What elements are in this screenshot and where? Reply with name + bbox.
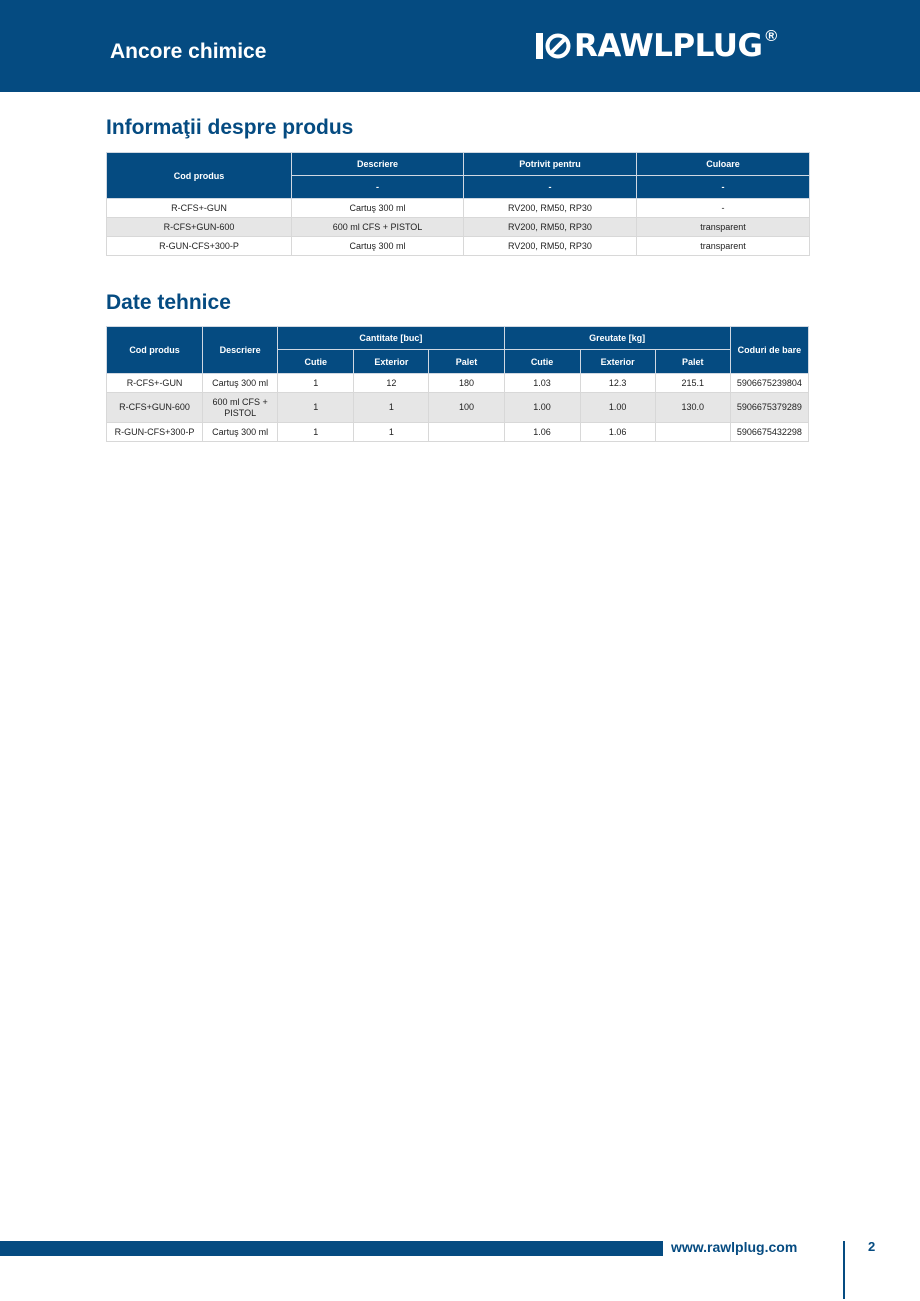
header-title: Ancore chimice (110, 40, 267, 63)
cell-q-palet: 100 (429, 393, 504, 423)
cell-w-exterior: 1.06 (580, 423, 655, 442)
cell-w-cutie: 1.00 (504, 393, 580, 423)
cell-cod: R-CFS+GUN-600 (107, 218, 292, 237)
cell-q-exterior: 12 (354, 374, 429, 393)
page-number: 2 (868, 1239, 876, 1254)
table-row (107, 374, 809, 393)
cell-cod: R-GUN-CFS+300-P (107, 237, 292, 256)
subheader-cantitate-palet: Palet (429, 350, 504, 374)
table-row (107, 218, 810, 237)
product-info-title: Informaţii despre produs (106, 116, 354, 139)
cell-potrivit: RV200, RM50, RP30 (464, 237, 637, 256)
cell-w-exterior: 1.00 (580, 393, 655, 423)
cell-culoare: - (637, 199, 810, 218)
rawlplug-logo (536, 30, 777, 62)
subheader-greutate-cutie: Cutie (504, 350, 580, 374)
cell-w-exterior: 12.3 (580, 374, 655, 393)
subheader-potrivit: - (464, 176, 637, 199)
header-cod-produs: Cod produs (107, 327, 203, 374)
footer-website-link[interactable]: www.rawlplug.com (671, 1239, 798, 1255)
table-row (107, 199, 810, 218)
cell-cod: R-GUN-CFS+300-P (107, 423, 203, 442)
footer-bar (0, 1241, 663, 1256)
header-greutate: Greutate [kg] (504, 327, 730, 350)
cell-q-cutie: 1 (278, 423, 354, 442)
subheader-cantitate-cutie: Cutie (278, 350, 354, 374)
subheader-cantitate-exterior: Exterior (354, 350, 429, 374)
cell-cod: R-CFS+-GUN (107, 374, 203, 393)
header-potrivit-pentru: Potrivit pentru (464, 153, 637, 176)
header-coduri-de-bare: Coduri de bare (730, 327, 808, 374)
subheader-culoare: - (637, 176, 810, 199)
cell-culoare: transparent (637, 218, 810, 237)
subheader-greutate-palet: Palet (655, 350, 730, 374)
cell-q-exterior: 1 (354, 393, 429, 423)
footer-divider (843, 1241, 845, 1299)
header-descriere: Descriere (203, 327, 278, 374)
header-culoare: Culoare (637, 153, 810, 176)
cell-barcode: 5906675432298 (730, 423, 808, 442)
cell-q-cutie: 1 (278, 393, 354, 423)
cell-descriere: Cartuş 300 ml (292, 199, 464, 218)
subheader-descriere: - (292, 176, 464, 199)
cell-q-palet: 180 (429, 374, 504, 393)
cell-culoare: transparent (637, 237, 810, 256)
cell-q-cutie: 1 (278, 374, 354, 393)
subheader-greutate-exterior: Exterior (580, 350, 655, 374)
cell-w-cutie: 1.03 (504, 374, 580, 393)
registered-mark: ® (765, 28, 778, 45)
cell-descriere: 600 ml CFS + PISTOL (203, 393, 278, 423)
cell-potrivit: RV200, RM50, RP30 (464, 218, 637, 237)
product-info-table (106, 152, 810, 256)
cell-potrivit: RV200, RM50, RP30 (464, 199, 637, 218)
cell-w-palet: 130.0 (655, 393, 730, 423)
cell-q-exterior: 1 (354, 423, 429, 442)
cell-descriere: Cartuş 300 ml (203, 374, 278, 393)
cell-descriere: Cartuş 300 ml (203, 423, 278, 442)
cell-q-palet (429, 423, 504, 442)
rawlplug-logo-icon (536, 31, 572, 61)
header-descriere: Descriere (292, 153, 464, 176)
tech-data-table (106, 326, 809, 442)
cell-cod: R-CFS+-GUN (107, 199, 292, 218)
tech-data-title: Date tehnice (106, 291, 231, 314)
cell-w-cutie: 1.06 (504, 423, 580, 442)
table-row (107, 237, 810, 256)
cell-barcode: 5906675239804 (730, 374, 808, 393)
cell-descriere: Cartuş 300 ml (292, 237, 464, 256)
logo-wordmark: RAWLPLUG (574, 28, 763, 64)
page-header (0, 0, 920, 92)
cell-descriere: 600 ml CFS + PISTOL (292, 218, 464, 237)
cell-barcode: 5906675379289 (730, 393, 808, 423)
cell-w-palet: 215.1 (655, 374, 730, 393)
header-cod-produs: Cod produs (107, 153, 292, 199)
table-row (107, 423, 809, 442)
cell-w-palet (655, 423, 730, 442)
cell-cod: R-CFS+GUN-600 (107, 393, 203, 423)
header-cantitate: Cantitate [buc] (278, 327, 504, 350)
table-row (107, 393, 809, 423)
